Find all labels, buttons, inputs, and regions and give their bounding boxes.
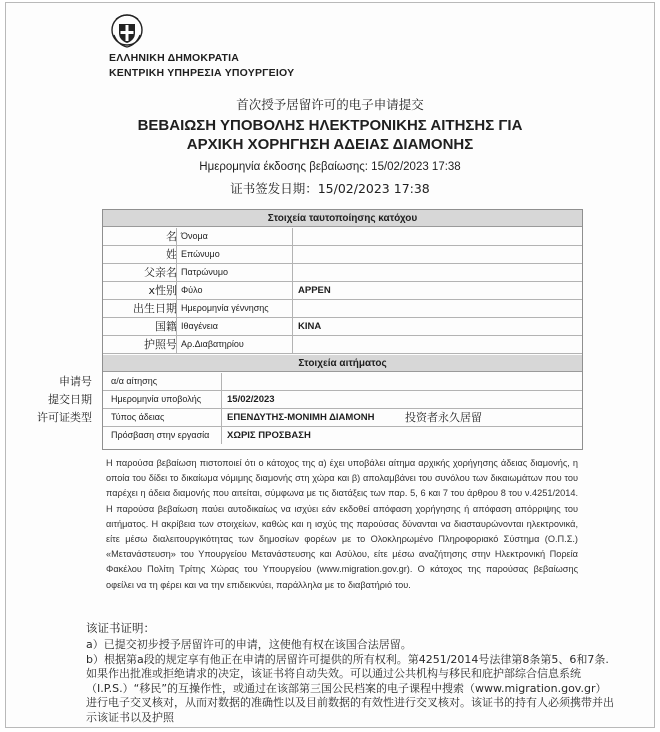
row-cn-label: 姓	[166, 248, 177, 261]
row-value	[292, 264, 582, 281]
issue-date: Ημερομηνία έκδοσης βεβαίωσης: 15/02/2023 17:38	[199, 161, 461, 173]
document-title: ΒΕΒΑΙΩΣΗ ΥΠΟΒΟΛΗΣ ΗΛΕΚΤΡΟΝΙΚΗΣ ΑΙΤΗΣΗΣ ΓΙΑ ΑΡΧΙΚΗ ΧΟΡΗΓΗΣΗ ΑΔΕΙΑΣ ΔΙΑΜΟΝΗΣ	[137, 117, 523, 153]
row-label: Πατρώνυμο	[176, 264, 296, 281]
row-value	[221, 409, 582, 426]
chinese-statement	[86, 638, 616, 726]
row-label: α/α αίτησης	[111, 376, 158, 386]
greek-statement	[106, 456, 578, 593]
greek-coat-of-arms-icon	[110, 13, 144, 49]
chinese-title: 首次授予居留许可的电子申请提交	[236, 97, 424, 112]
ministry-name: ΚΕΝΤΡΙΚΗ ΥΠΗΡΕΣΙΑ ΥΠΟΥΡΓΕΙΟΥ	[109, 67, 295, 79]
row-value: ΚΙΝΑ	[292, 318, 582, 335]
row-cn-label: 父亲名	[144, 266, 177, 279]
row-label: Ημερομηνία υποβολής	[111, 394, 202, 404]
table-row	[48, 391, 582, 409]
row-cn-label: x性别	[148, 284, 177, 297]
row-cn-label: 护照号	[144, 338, 177, 351]
government-name: ΕΛΛΗΝΙΚΗ ΔΗΜΟΚΡΑΤΙΑ	[109, 52, 240, 64]
row-label: Φύλο	[176, 282, 296, 299]
issue-date-chinese: 证书签发日期：15/02/2023 17:38	[230, 181, 430, 196]
certificate-page	[5, 2, 655, 728]
row-cn-label: 提交日期	[48, 393, 92, 406]
row-value-cn-note: 投资者永久居留	[405, 411, 482, 424]
row-label: Ιθαγένεια	[176, 318, 296, 335]
table-row	[103, 427, 582, 445]
row-value	[292, 246, 582, 263]
row-value: 15/02/2023	[221, 391, 582, 408]
row-value: ΑΡΡΕΝ	[292, 282, 582, 299]
row-label: Πρόσβαση στην εργασία	[111, 430, 210, 440]
table-row	[103, 336, 582, 354]
table-row	[37, 409, 582, 427]
table-row	[103, 318, 582, 336]
chinese-statement-heading: 该证书证明：	[86, 621, 155, 635]
row-cn-label: 出生日期	[133, 302, 177, 315]
row-label: Ημερομηνία γέννησης	[176, 300, 296, 317]
table-row	[59, 373, 582, 391]
row-value	[292, 228, 582, 245]
chinese-paragraph: a）已提交初步授予居留许可的申请，这使他有权在该国合法居留。	[86, 638, 412, 651]
row-label: Επώνυμο	[176, 246, 296, 263]
identity-section-header: Στοιχεία ταυτοποίησης κατόχου	[103, 210, 582, 227]
chinese-paragraph: b）根据第a段的规定享有他正在申请的居留许可提供的所有权利。第4251/2014号法律第8条第5、6和7条. 如果作出批准或拒绝请求的决定，该证书将自动失效。可以通过公共机构与移民和庇护部综合信息系统（I.P.S.）“移民”的互操作性，或通过在该部第三国公民档案的电子课程中搜索（www.migration.gov.gr）进行电子交叉核对，从而对数据的准确性以及目前数据的有效性进行交叉核对。该证书的持有人必须携带并出示该证书以及护照	[86, 652, 614, 724]
row-value: ΧΩΡΙΣ ΠΡΟΣΒΑΣΗ	[221, 427, 582, 444]
row-value	[292, 300, 582, 317]
row-label: Τύπος άδειας	[111, 412, 165, 422]
row-value	[221, 373, 582, 390]
row-cn-label: 许可证类型	[37, 411, 92, 424]
table-row	[103, 246, 582, 264]
row-cn-label: 名	[166, 230, 177, 243]
application-section-header: Στοιχεία αιτήματος	[103, 355, 582, 372]
greek-paragraph: Η παρούσα βεβαίωση πιστοποιεί ότι ο κάτοχος της α) έχει υποβάλει αίτημα αρχικής χορήγησης άδειας διαμονής, η οποία του δίδει το δικαίωμα νόμιμης διαμονής στη χώρα και β) απολαμβάνει του συνόλου των δικαιωμάτων που του παρέχει η άδεια διαμονής που αιτείται, σύμφωνα με τις διατάξεις των παρ. 5, 6 και 7 του άρθρου 8 του ν.4251/2014. Η παρούσα βεβαίωση παύει αυτοδικαίως να ισχύει εάν εκδοθεί απόφαση χορήγησης ή απόφαση απόρριψης του αιτήματος. Η ακρίβεια των στοιχείων, καθώς και η ισχύς της παρούσας δύνανται να διασταυρώνονται ηλεκτρονικά, είτε μέσω διαλειτουργικότητας των δημοσίων φορέων με το Ολοκληρωμένο Πληροφοριακό Σύστημα (Ο.Π.Σ.) «Μετανάστευση» του Υπουργείου Μετανάστευσης και Ασύλου, είτε μέσω αναζήτησης στην Ηλεκτρονική Πορεία Φακέλου Πολίτη Τρίτης Χώρας του Υπουργείου (www.migration.gov.gr). Ο κάτοχος της παρούσας βεβαίωσης οφείλει να τη φέρει και να την επιδεικνύει, παράλληλα με το διαβατήριό του.	[106, 458, 578, 590]
row-cn-label: 申请号	[59, 375, 92, 388]
table-row	[103, 228, 582, 246]
row-value-text: ΕΠΕΝΔΥΤΗΣ-ΜΟΝΙΜΗ ΔΙΑΜΟΝΗ	[227, 412, 375, 423]
table-row	[103, 300, 582, 318]
row-label: Αρ.Διαβατηρίου	[176, 336, 296, 353]
table-row	[103, 264, 582, 282]
row-cn-label: 国籍	[155, 320, 177, 333]
row-value	[292, 336, 582, 353]
row-label: Όνομα	[176, 228, 296, 245]
table-row	[103, 282, 582, 300]
